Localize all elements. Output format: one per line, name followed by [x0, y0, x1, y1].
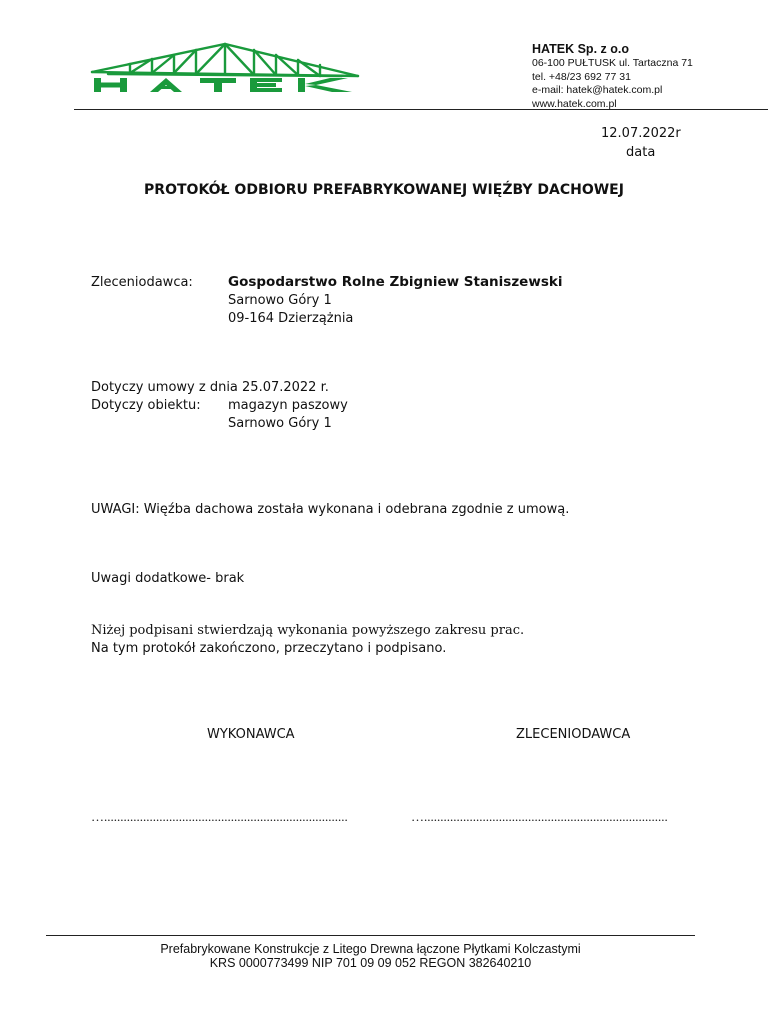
client-address-line1: Sarnowo Góry 1: [228, 293, 332, 308]
document-date: 12.07.2022r: [601, 126, 681, 141]
header-divider: [74, 109, 768, 110]
document-title: PROTOKÓŁ ODBIORU PREFABRYKOWANEJ WIĘŹBY DACHOWEJ: [144, 182, 624, 198]
object-name: magazyn paszowy: [228, 398, 348, 413]
footer-divider: [46, 935, 695, 936]
client-name: Gospodarstwo Rolne Zbigniew Staniszewski: [228, 274, 563, 290]
client-signature-label: ZLECENIODAWCA: [516, 727, 631, 742]
company-website: www.hatek.com.pl: [532, 97, 617, 110]
contractor-signature-label: WYKONAWCA: [207, 727, 295, 742]
footer-line1: Prefabrykowane Konstrukcje z Litego Drewna łączone Płytkami Kolczastymi: [160, 942, 581, 956]
company-name: HATEK Sp. z o.o: [532, 42, 629, 56]
object-label: Dotyczy obiektu:: [91, 398, 201, 413]
remarks-additional: Uwagi dodatkowe- brak: [91, 571, 245, 586]
client-label: Zleceniodawca:: [91, 275, 193, 290]
footer-line2: KRS 0000773499 NIP 701 09 09 052 REGON 382640210: [209, 956, 532, 970]
company-email: e-mail: hatek@hatek.com.pl: [532, 84, 663, 96]
contract-line: Dotyczy umowy z dnia 25.07.2022 r.: [91, 380, 329, 395]
remarks-main: UWAGI: Więźba dachowa została wykonana i odebrana zgodnie z umową.: [91, 502, 570, 517]
client-address-line2: 09-164 Dzierzążnia: [228, 311, 354, 326]
company-address: 06-100 PUŁTUSK ul. Tartaczna 71: [532, 57, 693, 69]
closing-line1: Niżej podpisani stwierdzają wykonania powyższego zakresu prac.: [91, 623, 525, 638]
contractor-signature-line: …...........................................................................: [91, 809, 348, 824]
client-signature-line: …...........................................................................: [411, 809, 668, 824]
object-address: Sarnowo Góry 1: [228, 416, 332, 431]
company-info: [532, 42, 693, 111]
date-label: data: [626, 145, 656, 160]
closing-line2: Na tym protokół zakończono, przeczytano i podpisano.: [91, 641, 447, 656]
hatek-logo: [90, 40, 360, 96]
company-phone: tel. +48/23 692 77 31: [532, 70, 631, 83]
